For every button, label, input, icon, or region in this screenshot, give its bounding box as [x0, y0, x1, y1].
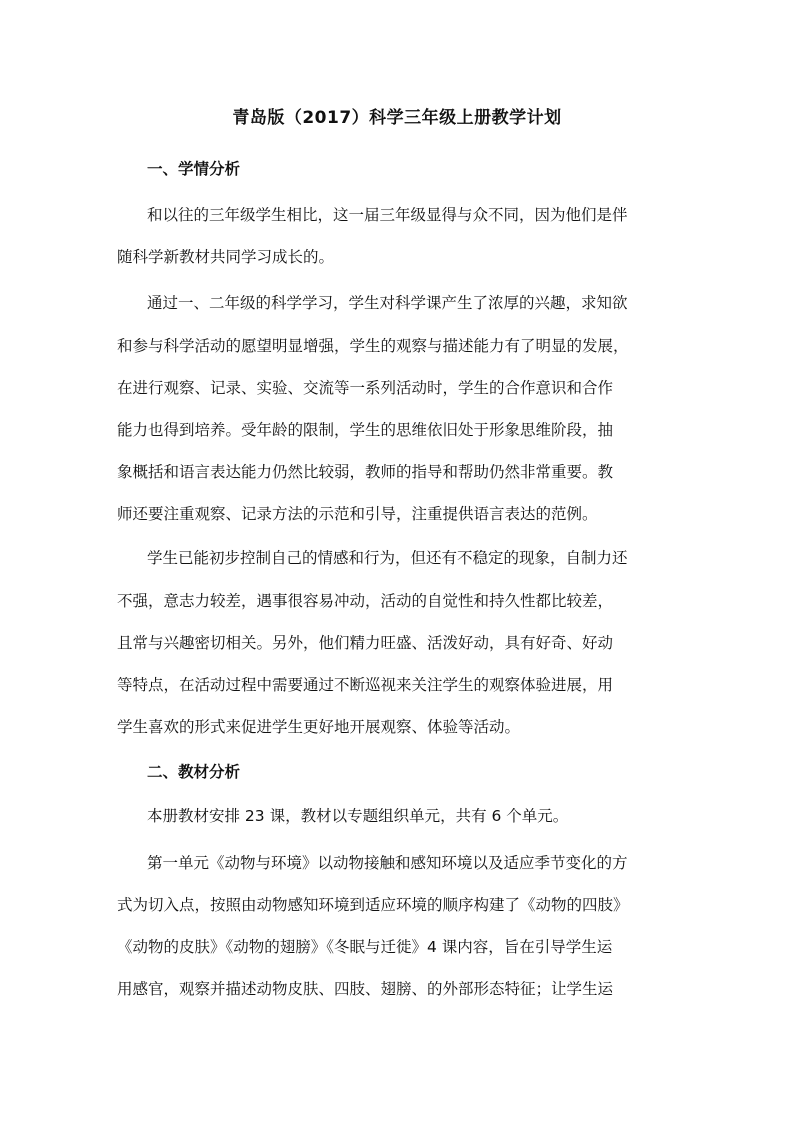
paragraph-line: 师还要注重观察、记录方法的示范和引导，注重提供语言表达的范例。 [117, 505, 598, 523]
paragraph-line: 第一单元《动物与环境》以动物接触和感知环境以及适应季节变化的方 [147, 854, 628, 872]
paragraph-line: 《动物的皮肤》《动物的翅膀》《冬眠与迁徙》4 课内容，旨在引导学生运 [117, 938, 613, 956]
paragraph-line: 等特点，在活动过程中需要通过不断巡视来关注学生的观察体验进展，用 [117, 676, 614, 694]
paragraph-line: 学生喜欢的形式来促进学生更好地开展观察、体验等活动。 [117, 718, 521, 736]
paragraph-line: 通过一、二年级的科学学习，学生对科学课产生了浓厚的兴趣，求知欲 [147, 294, 628, 312]
paragraph-line: 和参与科学活动的愿望明显增强，学生的观察与描述能力有了明显的发展， [117, 337, 629, 355]
paragraph-line: 象概括和语言表达能力仍然比较弱，教师的指导和帮助仍然非常重要。教 [117, 463, 614, 481]
paragraph-line: 学生已能初步控制自己的情感和行为，但还有不稳定的现象，自制力还 [147, 549, 628, 567]
section-heading-learning-analysis: 一、学情分析 [147, 160, 241, 178]
paragraph-line: 不强，意志力较差，遇事很容易冲动，活动的自觉性和持久性都比较差， [117, 592, 614, 610]
paragraph-line: 用感官，观察并描述动物皮肤、四肢、翅膀、的外部形态特征；让学生运 [117, 980, 614, 998]
paragraph-line: 在进行观察、记录、实验、交流等一系列活动时，学生的合作意识和合作 [117, 379, 614, 397]
document-title: 青岛版（2017）科学三年级上册教学计划 [232, 108, 562, 128]
paragraph-line: 本册教材安排 23 课，教材以专题组织单元，共有 6 个单元。 [147, 807, 569, 825]
paragraph-line: 式为切入点，按照由动物感知环境到适应环境的顺序构建了《动物的四肢》 [117, 896, 629, 914]
paragraph-line: 和以往的三年级学生相比，这一届三年级显得与众不同，因为他们是伴 [147, 206, 628, 224]
paragraph-line: 随科学新教材共同学习成长的。 [117, 248, 335, 266]
section-heading-textbook-analysis: 二、教材分析 [147, 763, 241, 781]
paragraph-line: 且常与兴趣密切相关。另外，他们精力旺盛、活泼好动，具有好奇、好动 [117, 634, 614, 652]
paragraph-line: 能力也得到培养。受年龄的限制，学生的思维依旧处于形象思维阶段，抽 [117, 421, 614, 439]
